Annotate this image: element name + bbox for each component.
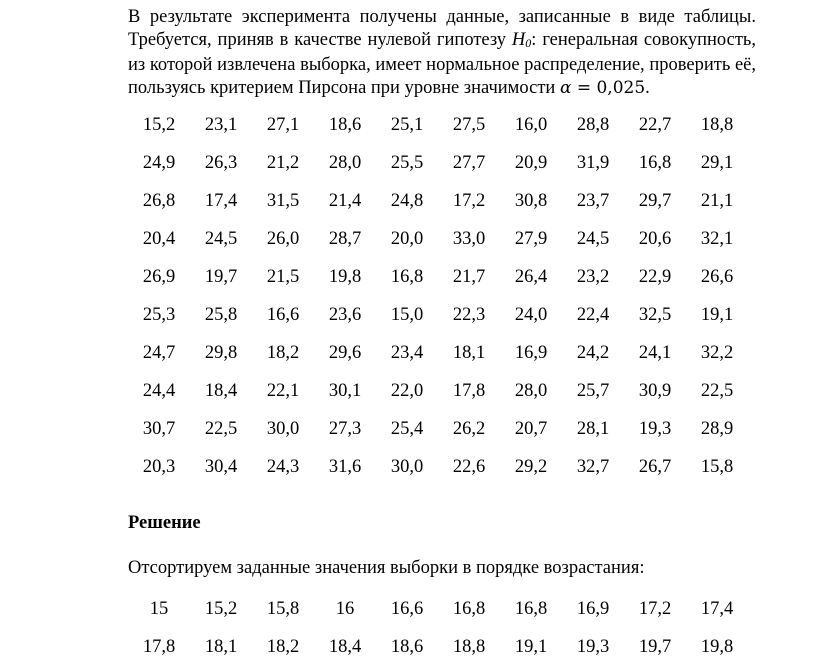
table-cell: 15,8 <box>266 598 300 619</box>
table-cell: 17,2 <box>452 190 486 211</box>
table-row <box>128 372 748 410</box>
table-cell: 28,0 <box>514 380 548 401</box>
table-cell: 16,6 <box>390 598 424 619</box>
table-cell: 26,3 <box>204 152 238 173</box>
table-cell: 21,5 <box>266 266 300 287</box>
table-cell: 28,0 <box>328 152 362 173</box>
table-cell: 30,0 <box>266 418 300 439</box>
table-cell: 19,8 <box>700 636 734 657</box>
hypothesis-subscript: 0 <box>525 35 532 50</box>
table-cell: 19,3 <box>638 418 672 439</box>
table-cell: 21,7 <box>452 266 486 287</box>
table-cell: 24,4 <box>142 380 176 401</box>
table-cell: 21,4 <box>328 190 362 211</box>
table-cell: 20,7 <box>514 418 548 439</box>
table-cell: 22,5 <box>700 380 734 401</box>
table-cell: 28,9 <box>700 418 734 439</box>
table-cell: 15,0 <box>390 304 424 325</box>
table-cell: 28,7 <box>328 228 362 249</box>
table-cell: 29,7 <box>638 190 672 211</box>
table-cell: 16,8 <box>390 266 424 287</box>
table-cell: 19,8 <box>328 266 362 287</box>
table-cell: 19,1 <box>700 304 734 325</box>
table-cell: 16,9 <box>514 342 548 363</box>
table-cell: 15,8 <box>700 456 734 477</box>
table-cell: 27,7 <box>452 152 486 173</box>
table-cell: 16,8 <box>638 152 672 173</box>
table-cell: 20,6 <box>638 228 672 249</box>
table-cell: 18,4 <box>204 380 238 401</box>
table-cell: 30,8 <box>514 190 548 211</box>
table-cell: 30,0 <box>390 456 424 477</box>
table-cell: 22,4 <box>576 304 610 325</box>
table-cell: 29,2 <box>514 456 548 477</box>
table-cell: 26,0 <box>266 228 300 249</box>
table-cell: 16,8 <box>514 598 548 619</box>
statement-text-part2: : генеральная совокупность, из которой извлечена выборка, имеет нормальное распределение, проверить её, пользуясь критерием Пирсона при уровне значимости <box>128 29 756 98</box>
statement-text-part1: В результате эксперимента получены данные, записанные в виде таблицы. Требуется, приняв в качестве нулевой гипотезу <box>128 7 756 50</box>
table-cell: 30,9 <box>638 380 672 401</box>
table-cell: 21,2 <box>266 152 300 173</box>
table-cell: 22,7 <box>638 114 672 135</box>
table-row <box>128 182 748 220</box>
table-cell: 18,2 <box>266 636 300 657</box>
table-cell: 25,8 <box>204 304 238 325</box>
table-cell: 15,2 <box>204 598 238 619</box>
table-cell: 23,7 <box>576 190 610 211</box>
table-cell: 24,8 <box>390 190 424 211</box>
table-cell: 17,4 <box>204 190 238 211</box>
table-row <box>128 296 748 334</box>
table-cell: 27,3 <box>328 418 362 439</box>
table-cell: 18,6 <box>328 114 362 135</box>
table-cell: 29,1 <box>700 152 734 173</box>
table-cell: 24,9 <box>142 152 176 173</box>
table-cell: 26,7 <box>638 456 672 477</box>
table-cell: 32,1 <box>700 228 734 249</box>
table-cell: 16,0 <box>514 114 548 135</box>
table-cell: 18,4 <box>328 636 362 657</box>
sample-data-table <box>128 106 748 486</box>
table-cell: 17,4 <box>700 598 734 619</box>
table-cell: 27,9 <box>514 228 548 249</box>
table-cell: 15 <box>149 598 169 619</box>
problem-statement <box>128 6 756 99</box>
table-cell: 24,0 <box>514 304 548 325</box>
table-cell: 24,3 <box>266 456 300 477</box>
hypothesis-letter: H <box>511 29 526 50</box>
table-cell: 25,5 <box>390 152 424 173</box>
table-cell: 30,4 <box>204 456 238 477</box>
table-cell: 24,7 <box>142 342 176 363</box>
table-cell: 22,0 <box>390 380 424 401</box>
table-cell: 19,7 <box>204 266 238 287</box>
table-cell: 23,4 <box>390 342 424 363</box>
table-cell: 22,5 <box>204 418 238 439</box>
table-cell: 18,6 <box>390 636 424 657</box>
table-cell: 18,2 <box>266 342 300 363</box>
table-row <box>128 590 748 628</box>
table-row <box>128 220 748 258</box>
alpha-value: = 0,025 <box>571 77 646 98</box>
table-cell: 28,1 <box>576 418 610 439</box>
table-cell: 32,5 <box>638 304 672 325</box>
table-cell: 27,5 <box>452 114 486 135</box>
table-cell: 19,7 <box>638 636 672 657</box>
table-cell: 17,8 <box>142 636 176 657</box>
table-cell: 17,8 <box>452 380 486 401</box>
table-cell: 31,5 <box>266 190 300 211</box>
solution-heading: Решение <box>128 513 201 533</box>
table-cell: 22,1 <box>266 380 300 401</box>
table-cell: 22,3 <box>452 304 486 325</box>
table-row <box>128 258 748 296</box>
table-cell: 24,5 <box>204 228 238 249</box>
table-cell: 19,3 <box>576 636 610 657</box>
table-cell: 20,4 <box>142 228 176 249</box>
table-cell: 33,0 <box>452 228 486 249</box>
table-cell: 18,1 <box>452 342 486 363</box>
hypothesis-symbol <box>512 30 531 50</box>
table-cell: 28,8 <box>576 114 610 135</box>
table-cell: 24,5 <box>576 228 610 249</box>
alpha-symbol: α <box>559 77 572 98</box>
table-cell: 20,3 <box>142 456 176 477</box>
table-cell: 32,7 <box>576 456 610 477</box>
table-cell: 16,6 <box>266 304 300 325</box>
table-cell: 23,6 <box>328 304 362 325</box>
table-cell: 26,9 <box>142 266 176 287</box>
table-cell: 31,6 <box>328 456 362 477</box>
table-cell: 30,7 <box>142 418 176 439</box>
table-cell: 32,2 <box>700 342 734 363</box>
table-cell: 20,9 <box>514 152 548 173</box>
sorted-data-table <box>128 590 748 666</box>
table-cell: 18,8 <box>700 114 734 135</box>
table-cell: 29,8 <box>204 342 238 363</box>
table-cell: 16 <box>335 598 355 619</box>
table-cell: 30,1 <box>328 380 362 401</box>
table-cell: 21,1 <box>700 190 734 211</box>
table-cell: 25,3 <box>142 304 176 325</box>
statement-end: . <box>645 77 650 98</box>
table-cell: 18,1 <box>204 636 238 657</box>
table-cell: 20,0 <box>390 228 424 249</box>
table-cell: 29,6 <box>328 342 362 363</box>
table-row <box>128 448 748 486</box>
table-row <box>128 144 748 182</box>
table-row <box>128 410 748 448</box>
table-row <box>128 106 748 144</box>
table-cell: 27,1 <box>266 114 300 135</box>
table-cell: 31,9 <box>576 152 610 173</box>
table-cell: 25,1 <box>390 114 424 135</box>
table-cell: 15,2 <box>142 114 176 135</box>
table-cell: 16,9 <box>576 598 610 619</box>
table-cell: 22,6 <box>452 456 486 477</box>
table-row <box>128 334 748 372</box>
table-cell: 22,9 <box>638 266 672 287</box>
table-cell: 26,4 <box>514 266 548 287</box>
table-cell: 26,2 <box>452 418 486 439</box>
table-cell: 26,8 <box>142 190 176 211</box>
table-cell: 25,7 <box>576 380 610 401</box>
table-cell: 24,1 <box>638 342 672 363</box>
table-row <box>128 628 748 666</box>
table-cell: 26,6 <box>700 266 734 287</box>
table-cell: 24,2 <box>576 342 610 363</box>
table-cell: 23,2 <box>576 266 610 287</box>
sort-instruction: Отсортируем заданные значения выборки в порядке возрастания: <box>128 558 645 578</box>
table-cell: 17,2 <box>638 598 672 619</box>
table-cell: 25,4 <box>390 418 424 439</box>
table-cell: 16,8 <box>452 598 486 619</box>
table-cell: 18,8 <box>452 636 486 657</box>
table-cell: 23,1 <box>204 114 238 135</box>
table-cell: 19,1 <box>514 636 548 657</box>
